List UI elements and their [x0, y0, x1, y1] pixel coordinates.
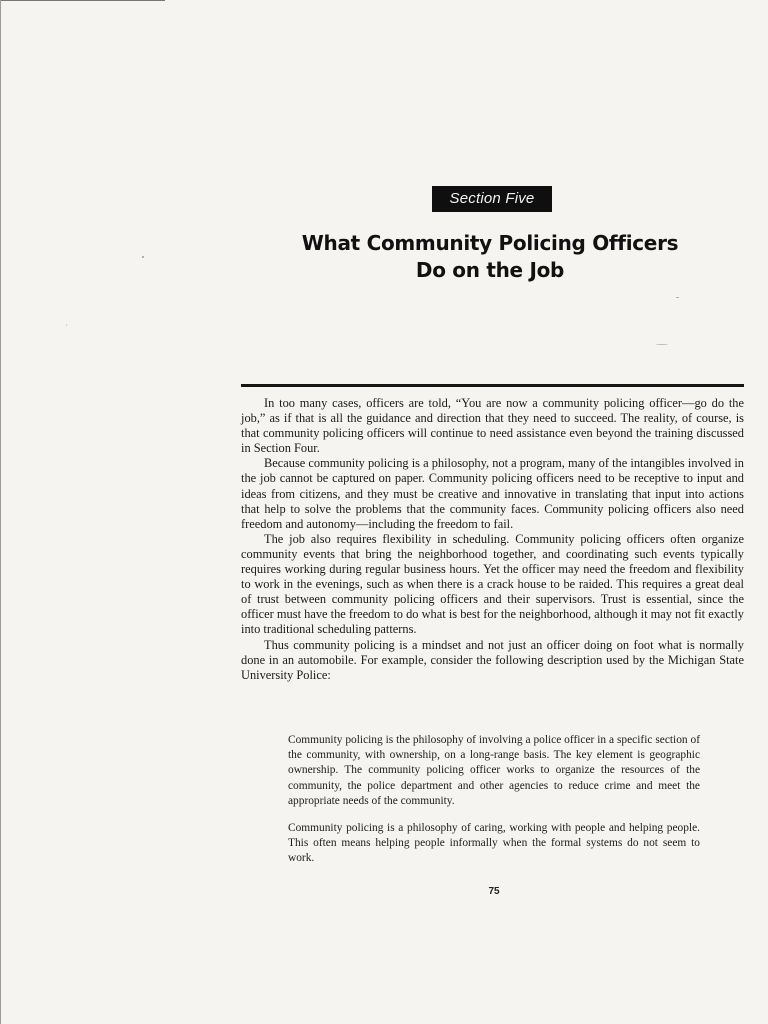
body-text — [241, 396, 744, 683]
title-divider-rule — [241, 384, 744, 387]
block-quote-paragraph: Community policing is the philosophy of involving a police officer in a specific section of the community, with ownership, on a long-range basis. The key element is geographic ownership. The community policing officer works to organize the resources of the community, the police department and other agencies to reduce crime and meet the appropriate needs of the community. — [288, 734, 700, 807]
section-label-badge: Section Five — [432, 186, 552, 212]
body-paragraph: Because community policing is a philosophy, not a program, many of the intangibles involved in the job cannot be captured on paper. Community policing officers need to be receptive to input and ideas from citizens, and they must be creative and innovative in translating that input into actions that help to solve the problems that the community faces. Community policing officers also need freedom and autonomy—including the freedom to fail. — [241, 456, 744, 531]
body-paragraph: The job also requires flexibility in scheduling. Community policing officers often organize community events that bring the neighborhood together, and coordinating such events typically requires working during regular business hours. Yet the officer may need the freedom and flexibility to work in the evenings, such as when there is a crack house to be raided. This requires a great deal of trust between community policing officers and their supervisors. Trust is essential, since the officer must have the freedom to do what is best for the neighborhood, although it may not fit exactly into traditional scheduling patterns. — [241, 531, 744, 637]
block-quote-1 — [288, 733, 700, 809]
scan-top-edge — [0, 0, 165, 1]
scan-speck — [676, 297, 679, 298]
block-quote-2 — [288, 821, 700, 867]
block-quote-paragraph: Community policing is a philosophy of caring, working with people and helping people. This often means helping people informally when the formal systems do not seem to work. — [288, 822, 700, 865]
chapter-title — [280, 230, 700, 284]
chapter-title-line-1: What Community Policing Officers — [301, 231, 679, 255]
chapter-title-line-2: Do on the Job — [415, 258, 565, 282]
body-paragraph: In too many cases, officers are told, “You are now a community policing officer—go do the job,” as if that is all the guidance and direction that they need to succeed. The reality, of course, is that community policing officers will continue to need assistance even beyond the training discussed in Section Four. — [241, 396, 744, 456]
body-paragraph: Thus community policing is a mindset and not just an officer doing on foot what is normally done in an automobile. For example, consider the following description used by the Michigan State University Police: — [241, 637, 744, 682]
scan-speck — [142, 256, 144, 258]
page-number: 75 — [488, 886, 500, 897]
scan-speck — [656, 344, 668, 345]
scan-left-edge — [0, 0, 1, 1024]
scan-speck — [66, 324, 67, 326]
